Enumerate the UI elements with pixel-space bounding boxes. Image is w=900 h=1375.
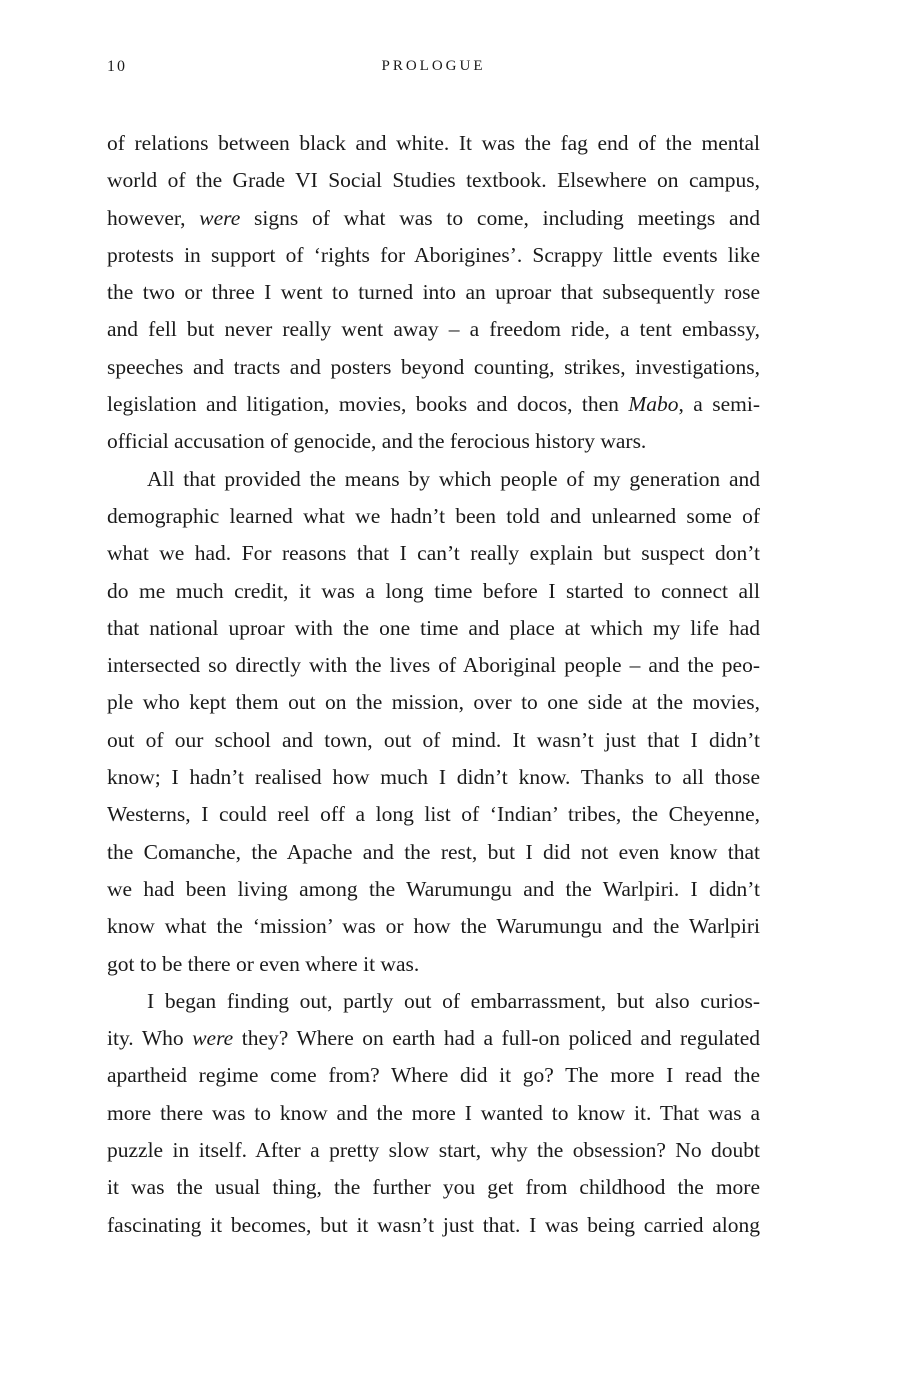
text-line: intersected so directly with the lives of Aboriginal people – and the peo-	[107, 653, 760, 678]
text-line: Westerns, I could reel off a long list of ‘Indian’ tribes, the Cheyenne,	[107, 802, 760, 827]
body-text	[107, 125, 760, 1255]
text-line: it was the usual thing, the further you get from childhood the more	[107, 1175, 760, 1200]
text-line: the two or three I went to turned into an uproar that subsequently rose	[107, 280, 760, 305]
paragraph	[107, 125, 760, 461]
text-line: that national uproar with the one time and place at which my life had	[107, 615, 760, 640]
running-head	[107, 58, 760, 84]
text-line: fascinating it becomes, but it wasn’t just that. I was being carried along	[107, 1212, 760, 1237]
paragraph	[107, 983, 760, 1244]
text-line: official accusation of genocide, and the ferocious history wars.	[107, 429, 647, 454]
text-line: know what the ‘mission’ was or how the Warumungu and the Warlpiri	[107, 914, 760, 939]
page-number: 10	[107, 58, 127, 75]
emphasis: were	[192, 1026, 234, 1051]
text-line: demographic learned what we hadn’t been told and unlearned some of	[107, 503, 760, 528]
text-line: the Comanche, the Apache and the rest, but I did not even know that	[107, 839, 760, 864]
text-line: of relations between black and white. It was the fag end of the mental	[107, 131, 760, 155]
chapter-title: PROLOGUE	[381, 58, 486, 74]
text-line: do me much credit, it was a long time before I started to connect all	[107, 578, 760, 603]
text-line: know; I hadn’t realised how much I didn’t know. Thanks to all those	[107, 765, 760, 790]
emphasis: were	[199, 205, 241, 230]
text-line: got to be there or even where it was.	[107, 951, 420, 976]
text-line: however, were signs of what was to come, including meetings and	[107, 205, 760, 230]
text-line: what we had. For reasons that I can’t really explain but suspect don’t	[107, 541, 760, 566]
text-line: more there was to know and the more I wanted to know it. That was a	[107, 1100, 760, 1125]
text-line: and fell but never really went away – a freedom ride, a tent embassy,	[107, 317, 760, 342]
text-line: speeches and tracts and posters beyond counting, strikes, investigations,	[107, 354, 760, 379]
text-line: I began finding out, partly out of embarrassment, but also curios-	[147, 988, 760, 1013]
text-line: ity. Who were they? Where on earth had a full-on policed and regulated	[107, 1026, 760, 1051]
text-line: legislation and litigation, movies, books and docos, then Mabo, a semi-	[107, 392, 760, 417]
paragraph	[107, 461, 760, 983]
text-line: puzzle in itself. After a pretty slow start, why the obsession? No doubt	[107, 1138, 760, 1163]
text-line: out of our school and town, out of mind. It wasn’t just that I didn’t	[107, 727, 760, 752]
text-line: All that provided the means by which people of my generation and	[147, 466, 760, 491]
text-line: apartheid regime come from? Where did it go? The more I read the	[107, 1063, 760, 1088]
text-line: ple who kept them out on the mission, over to one side at the movies,	[107, 690, 760, 715]
text-line: world of the Grade VI Social Studies textbook. Elsewhere on campus,	[107, 168, 760, 193]
text-line: we had been living among the Warumungu and the Warlpiri. I didn’t	[107, 876, 760, 901]
emphasis: Mabo	[628, 392, 679, 417]
text-line: protests in support of ‘rights for Aborigines’. Scrappy little events like	[107, 242, 760, 267]
